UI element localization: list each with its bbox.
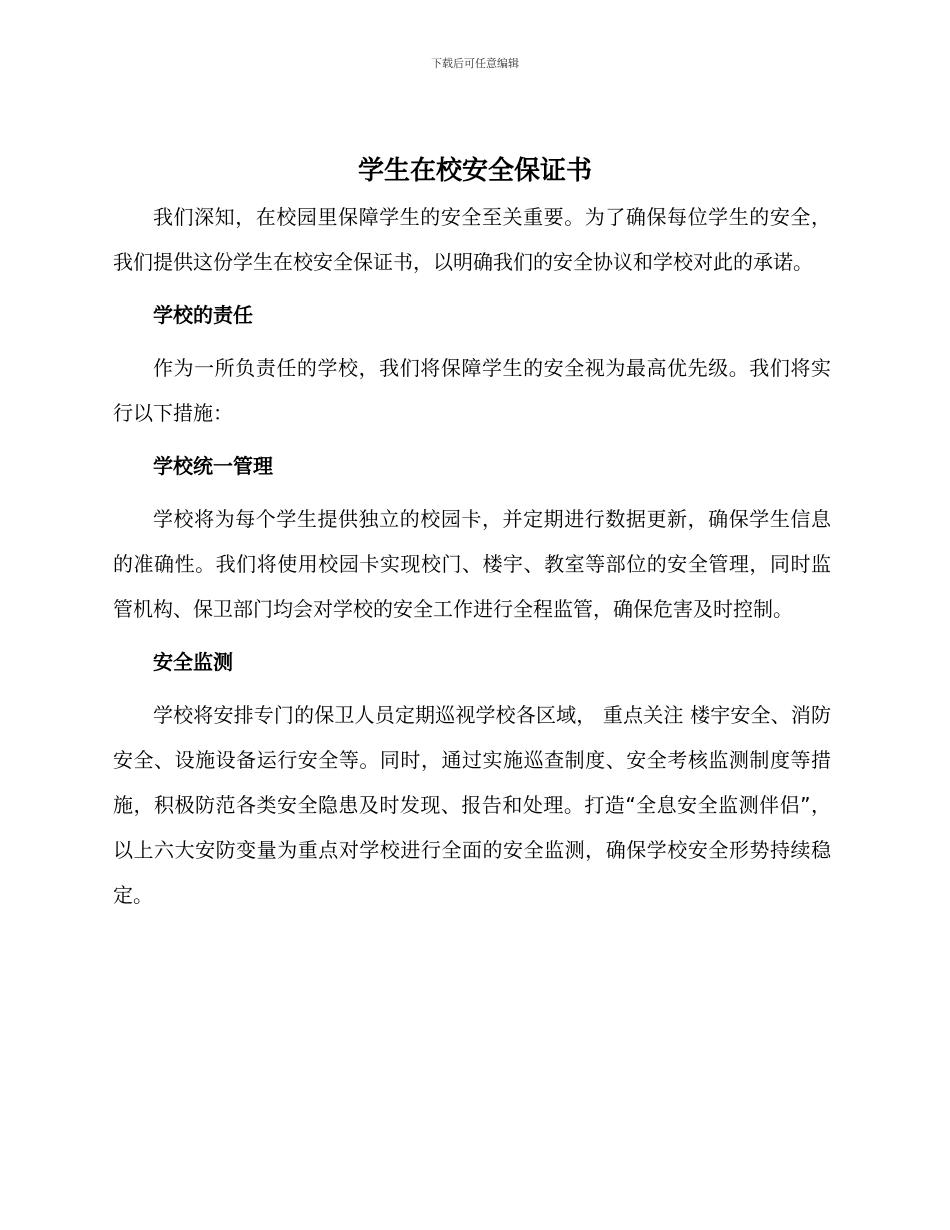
monitoring-heading: 安全监测 <box>153 650 233 674</box>
monitoring-paragraph: 学校将安排专门的保卫人员定期巡视学校各区域， 重点关注 楼宇安全、消防安全、设施设备运行安全等。同时，通过实施巡查制度、安全考核监测制度等措施，积极防范各类安全隐患及时发现、报告和处理。打造“全息安全监测伴侣”，以上六大安防变量为重点对学校进行全面的安全监测，确保学校安全形势持续稳定。 <box>113 703 831 907</box>
management-paragraph: 学校将为每个学生提供独立的校园卡，并定期进行数据更新，确保学生信息的准确性。我们将使用校园卡实现校门、楼宇、教室等部位的安全管理，同时监管机构、保卫部门均会对学校的安全工作进行全程监管，确保危害及时控制。 <box>113 507 831 621</box>
document-body <box>113 195 831 918</box>
header-note: 下载后可任意编辑 <box>431 57 519 70</box>
intro-paragraph: 我们深知，在校园里保障学生的安全至关重要。为了确保每位学生的安全，我们提供这份学生在校安全保证书，以明确我们的安全协议和学校对此的承诺。 <box>113 205 831 274</box>
responsibility-heading: 学校的责任 <box>153 303 253 327</box>
document-title: 学生在校安全保证书 <box>357 156 592 186</box>
responsibility-paragraph: 作为一所负责任的学校，我们将保障学生的安全视为最高优先级。我们将实行以下措施： <box>113 356 831 425</box>
management-heading: 学校统一管理 <box>153 454 273 478</box>
